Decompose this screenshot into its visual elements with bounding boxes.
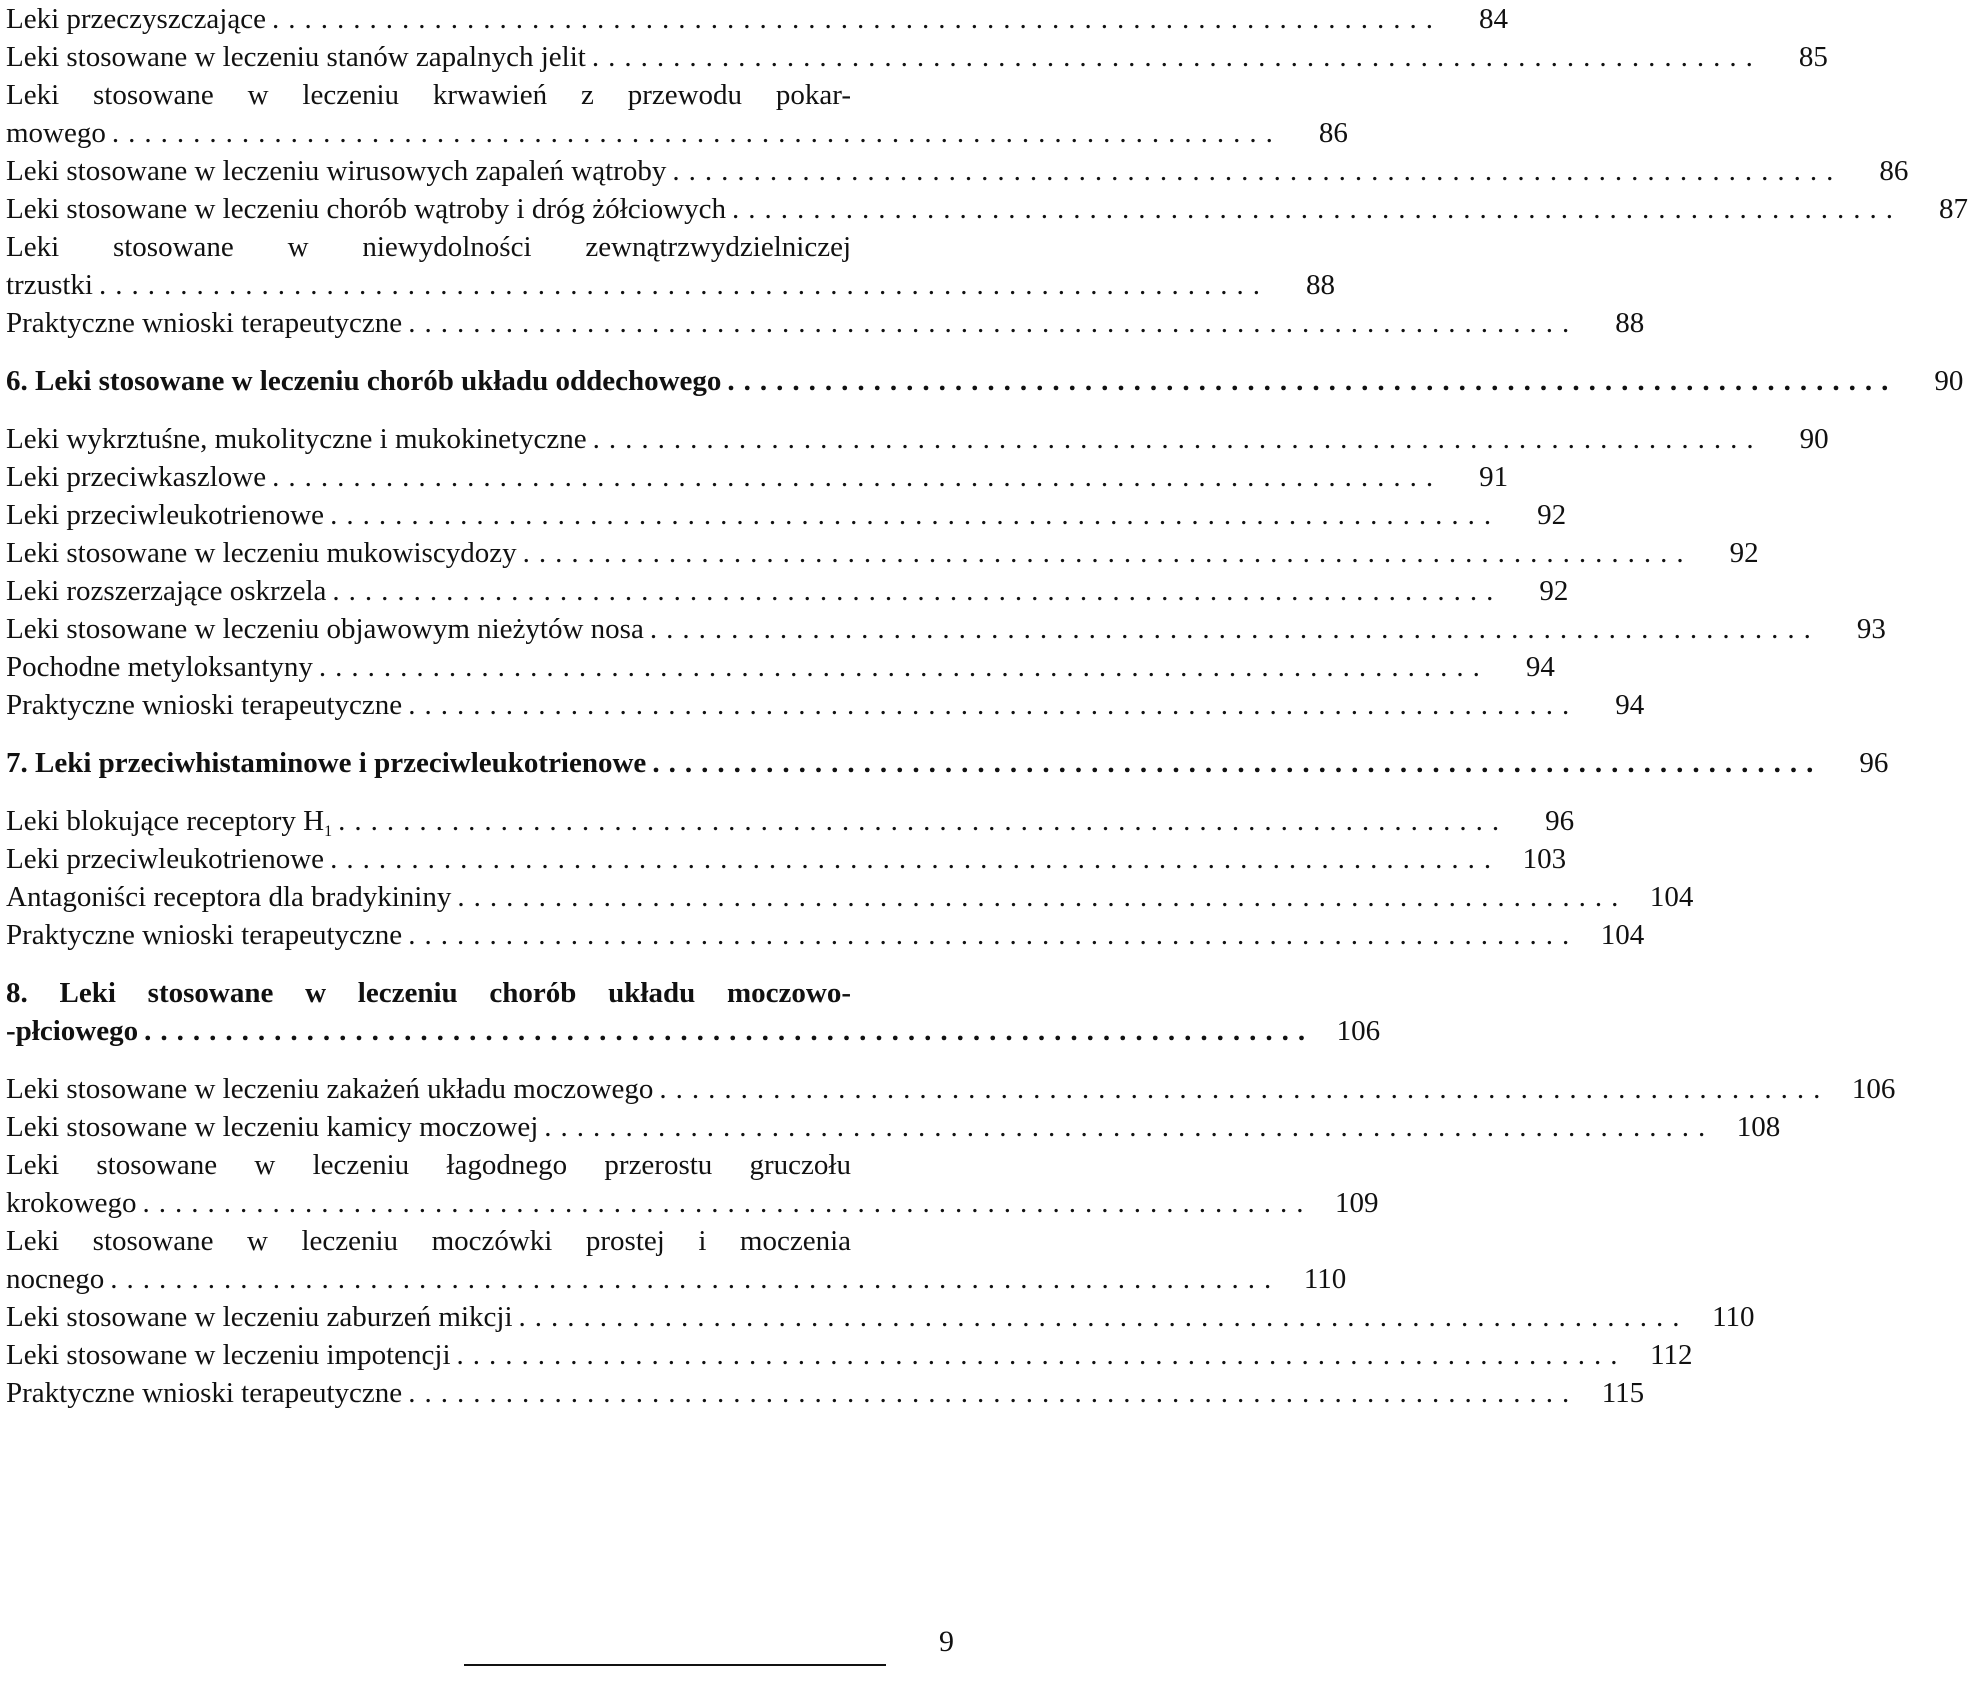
toc-entry-page: 87 bbox=[1938, 193, 1968, 225]
toc-entry-title: Praktyczne wnioski terapeutyczne bbox=[6, 689, 403, 721]
toc-entry-title: Antagoniści receptora dla bradykininy bbox=[6, 881, 452, 913]
toc-entry-title: Leki stosowane w leczeniu chorób wątroby i dróg żółciowych bbox=[6, 193, 726, 225]
toc-entry bbox=[6, 420, 1829, 458]
chapter-heading-continued bbox=[6, 1012, 1381, 1050]
toc-entry-page: 110 bbox=[1712, 1301, 1755, 1333]
footer-rule bbox=[464, 1664, 886, 1666]
toc-entry-page: 104 bbox=[1649, 881, 1694, 913]
toc-entry-title: Leki przeciwkaszlowe bbox=[6, 461, 267, 493]
toc-entry-title: Leki stosowane w leczeniu moczówki prostej i moczenia bbox=[6, 1225, 851, 1257]
toc-entry-title: Leki rozszerzające oskrzela bbox=[6, 575, 327, 607]
dot-leader: ........................................................................ bbox=[408, 919, 1579, 951]
toc-entry-title: mowego bbox=[6, 117, 106, 149]
chapter-page: 96 bbox=[1859, 747, 1889, 779]
dot-leader: ........................................................................ bbox=[111, 117, 1282, 149]
dot-leader: ........................................................................ bbox=[332, 575, 1503, 607]
toc-entry bbox=[6, 496, 1567, 534]
toc-entry bbox=[6, 1374, 1645, 1412]
toc-entry bbox=[6, 1146, 946, 1184]
toc-entry-page: 112 bbox=[1650, 1339, 1693, 1371]
dot-leader: ........................................................................ bbox=[408, 307, 1579, 339]
toc-entry-title: krokowego bbox=[6, 1187, 137, 1219]
toc-entry-page: 88 bbox=[1615, 307, 1645, 339]
toc-entry-title: Leki stosowane w leczeniu stanów zapalnych jelit bbox=[6, 41, 586, 73]
dot-leader: ........................................................................ bbox=[518, 1301, 1689, 1333]
toc-entry-title: Leki stosowane w leczeniu zakażeń układu moczowego bbox=[6, 1073, 654, 1105]
toc-entry-title: Leki przeciwleukotrienowe bbox=[6, 843, 325, 875]
toc-entry-title: Leki stosowane w leczeniu wirusowych zapaleń wątroby bbox=[6, 155, 667, 187]
toc-entry-page: 85 bbox=[1798, 41, 1828, 73]
toc-entry bbox=[6, 38, 1828, 76]
toc-entry bbox=[6, 916, 1645, 954]
toc-entry-page: 94 bbox=[1615, 689, 1645, 721]
page-number: 9 bbox=[939, 1625, 954, 1658]
toc-entry-title-text: Leki blokujące receptory H bbox=[6, 805, 325, 837]
toc-entry-page: 104 bbox=[1600, 919, 1645, 951]
dot-leader: ........................................................................ bbox=[99, 269, 1269, 301]
dot-leader: ........................................................................ bbox=[522, 537, 1693, 569]
toc-entry bbox=[6, 266, 1335, 304]
dot-leader: ........................................................................ bbox=[272, 461, 1443, 493]
toc-entry bbox=[6, 534, 1759, 572]
toc-entry-page: 106 bbox=[1851, 1073, 1896, 1105]
dot-leader: ........................................................................ bbox=[659, 1073, 1830, 1105]
dot-leader: ........................................................................ bbox=[330, 499, 1501, 531]
toc-entry-page: 90 bbox=[1799, 423, 1829, 455]
toc-entry bbox=[6, 1336, 1693, 1374]
toc-entry-page: 92 bbox=[1729, 537, 1759, 569]
dot-leader: ........................................................................ bbox=[457, 881, 1628, 913]
toc-entry-title: Leki stosowane w leczeniu krwawień z przewodu pokar- bbox=[6, 79, 851, 111]
toc-entry-title: Pochodne metyloksantyny bbox=[6, 651, 313, 683]
toc-entry-page: 115 bbox=[1601, 1377, 1645, 1409]
dot-leader: ........................................................................ bbox=[330, 843, 1501, 875]
dot-leader: ........................................................................ bbox=[408, 1377, 1579, 1409]
toc-entry bbox=[6, 0, 1508, 38]
toc-entry-title: Leki przeciwleukotrienowe bbox=[6, 499, 325, 531]
toc-entry bbox=[6, 76, 946, 114]
dot-leader: ........................................................................ bbox=[318, 651, 1489, 683]
toc-entry bbox=[6, 1298, 1755, 1336]
toc-entry bbox=[6, 648, 1555, 686]
dot-leader: ........................................................................ bbox=[144, 1015, 1315, 1047]
toc-entry-title: Leki stosowane w leczeniu łagodnego przerostu gruczołu bbox=[6, 1149, 851, 1181]
toc-entry-title: Leki stosowane w leczeniu mukowiscydozy bbox=[6, 537, 517, 569]
dot-leader: ........................................................................ bbox=[338, 805, 1509, 837]
subscript: 1 bbox=[324, 823, 333, 840]
toc-entry bbox=[6, 1222, 946, 1260]
toc-entry bbox=[6, 1260, 1347, 1298]
toc-entry-title: Leki stosowane w leczeniu objawowym nieżytów nosa bbox=[6, 613, 644, 645]
toc-entry bbox=[6, 114, 1348, 152]
toc-entry-title: Leki stosowane w leczeniu kamicy moczowej bbox=[6, 1111, 539, 1143]
chapter-page: 90 bbox=[1934, 365, 1964, 397]
toc-entry bbox=[6, 152, 1909, 190]
toc-entry-title: Leki wykrztuśne, mukolityczne i mukokinetyczne bbox=[6, 423, 587, 455]
toc-entry bbox=[6, 686, 1645, 724]
toc-entry bbox=[6, 802, 1575, 840]
toc-entry bbox=[6, 1184, 1379, 1222]
dot-leader: ........................................................................ bbox=[672, 155, 1843, 187]
dot-leader: ........................................................................ bbox=[110, 1263, 1281, 1295]
dot-leader: ........................................................................ bbox=[456, 1339, 1627, 1371]
dot-leader: ........................................................................ bbox=[591, 41, 1762, 73]
toc-entry-title: Praktyczne wnioski terapeutyczne bbox=[6, 919, 403, 951]
toc-entry bbox=[6, 228, 946, 266]
chapter-heading bbox=[6, 744, 1889, 782]
dot-leader: ........................................................................ bbox=[731, 193, 1902, 225]
toc-entry bbox=[6, 458, 1509, 496]
toc-entry-page: 110 bbox=[1303, 1263, 1347, 1295]
toc-entry-page: 109 bbox=[1334, 1187, 1379, 1219]
dot-leader: ........................................................................ bbox=[544, 1111, 1715, 1143]
chapter-heading bbox=[6, 974, 946, 1012]
chapter-title: 8. Leki stosowane w leczeniu chorób układu moczowo- bbox=[6, 977, 851, 1009]
dot-leader: ........................................................................ bbox=[649, 613, 1820, 645]
toc-entry bbox=[6, 878, 1694, 916]
toc-entry-page: 103 bbox=[1522, 843, 1567, 875]
toc-entry-page: 88 bbox=[1306, 269, 1335, 301]
toc-entry-page: 93 bbox=[1856, 613, 1886, 645]
dot-leader: ........................................................................ bbox=[408, 689, 1579, 721]
toc-entry bbox=[6, 840, 1567, 878]
toc-entry-page: 96 bbox=[1545, 805, 1575, 837]
chapter-title: 6. Leki stosowane w leczeniu chorób układu oddechowego bbox=[6, 365, 722, 397]
toc-entry bbox=[6, 190, 1968, 228]
chapter-title: -płciowego bbox=[6, 1015, 139, 1047]
dot-leader: ........................................................................ bbox=[142, 1187, 1313, 1219]
toc-entry-page: 86 bbox=[1318, 117, 1348, 149]
toc-entry-title: Leki przeczyszczające bbox=[6, 3, 266, 35]
toc-entry-title: nocnego bbox=[6, 1263, 105, 1295]
toc-entry-title: trzustki bbox=[6, 269, 93, 301]
toc-entry-title: Praktyczne wnioski terapeutyczne bbox=[6, 1377, 403, 1409]
toc-entry-page: 92 bbox=[1539, 575, 1569, 607]
dot-leader: ........................................................................ bbox=[727, 365, 1898, 397]
table-of-contents bbox=[6, 0, 1968, 1412]
toc-entry-title: Leki stosowane w leczeniu zaburzeń mikcji bbox=[6, 1301, 513, 1333]
toc-entry bbox=[6, 1070, 1896, 1108]
toc-entry bbox=[6, 610, 1886, 648]
chapter-page: 106 bbox=[1336, 1015, 1381, 1047]
toc-entry bbox=[6, 304, 1645, 342]
toc-entry-page: 94 bbox=[1525, 651, 1555, 683]
toc-entry bbox=[6, 1108, 1781, 1146]
toc-entry-page: 86 bbox=[1879, 155, 1909, 187]
chapter-heading bbox=[6, 362, 1964, 400]
toc-entry-title: Leki stosowane w leczeniu impotencji bbox=[6, 1339, 451, 1371]
toc-entry-page: 91 bbox=[1479, 461, 1509, 493]
dot-leader: ........................................................................ bbox=[592, 423, 1763, 455]
toc-entry-title: Praktyczne wnioski terapeutyczne bbox=[6, 307, 403, 339]
toc-entry-page: 92 bbox=[1537, 499, 1567, 531]
chapter-title: 7. Leki przeciwhistaminowe i przeciwleukotrienowe bbox=[6, 747, 647, 779]
dot-leader: ........................................................................ bbox=[652, 747, 1823, 779]
toc-entry bbox=[6, 572, 1569, 610]
toc-entry-page: 108 bbox=[1736, 1111, 1781, 1143]
toc-entry-title: Leki stosowane w niewydolności zewnątrzwydzielniczej bbox=[6, 231, 851, 263]
toc-entry-page: 84 bbox=[1478, 3, 1508, 35]
dot-leader: ........................................................................ bbox=[271, 3, 1442, 35]
